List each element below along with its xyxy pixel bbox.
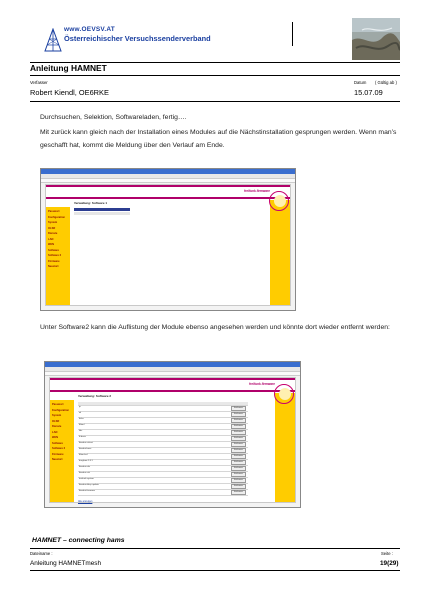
file-name: Anleitung HAMNETmesh	[30, 560, 102, 567]
module-name: ffwebui-dhcp-update	[79, 484, 99, 486]
nav-stripe	[46, 197, 290, 199]
window-addressbar	[41, 179, 295, 183]
page-label: Seite :	[381, 551, 393, 556]
menu-item[interactable]: Dienste	[52, 425, 62, 428]
module-name: ffhtml	[79, 424, 85, 426]
module-name: ffwebui-ssh	[79, 472, 91, 474]
module-name: ff-basic	[79, 436, 87, 438]
remove-module-button[interactable]: Entfernen	[231, 442, 246, 447]
right-sidebar	[275, 393, 295, 502]
left-menu	[50, 400, 74, 502]
top-stripe	[46, 185, 290, 187]
freifunk-banner: freifunk.firmware	[249, 382, 275, 386]
meta-rule	[30, 101, 400, 102]
package-row	[74, 212, 130, 215]
oevsv-logo-icon	[44, 28, 62, 52]
browser-content	[49, 377, 296, 503]
remove-module-button[interactable]: Entfernen	[231, 454, 246, 459]
date-hint: ( Gültig ab )	[375, 80, 397, 85]
module-list	[78, 402, 248, 496]
author-label: Verfasser	[30, 80, 48, 85]
show-all-link[interactable]: Alle anzeigen	[78, 500, 93, 503]
module-name: ffwebui-sslcert	[79, 442, 93, 444]
highlight-circle	[269, 191, 289, 211]
menu-item[interactable]: Software 2	[48, 254, 62, 257]
module-name: wl	[79, 412, 82, 414]
module-row	[78, 490, 248, 496]
module-name: busybox-1.6.1	[79, 460, 93, 462]
menu-item[interactable]: WAN	[48, 243, 55, 246]
remove-module-button[interactable]: Entfernen	[231, 460, 246, 465]
menu-item[interactable]: Konfiguration	[48, 215, 65, 219]
left-menu	[46, 207, 70, 305]
date-value: 15.07.09	[354, 88, 383, 97]
screenshot-software-2	[44, 361, 301, 508]
remove-module-button[interactable]: Entfernen	[231, 448, 246, 453]
menu-item[interactable]: WAN	[52, 436, 59, 439]
menu-item[interactable]: LAN	[48, 237, 54, 241]
menu-item[interactable]: Firmware	[48, 259, 60, 263]
remove-module-button[interactable]: Entfernen	[231, 478, 246, 483]
menu-item[interactable]: OLSR	[52, 419, 60, 423]
footer-tagline: HAMNET – connecting hams	[32, 537, 125, 544]
module-name: ffhtml-ssl	[79, 454, 88, 456]
freifunk-banner: freifunk.firmware	[244, 189, 270, 193]
remove-module-button[interactable]: Entfernen	[231, 490, 246, 495]
footer-rule	[30, 548, 400, 549]
author-value: Robert Kiendl, OE6RKE	[30, 88, 109, 97]
top-stripe	[50, 378, 295, 380]
remove-module-button[interactable]: Entfernen	[231, 418, 246, 423]
module-name: ffolsr	[79, 418, 84, 420]
remove-module-button[interactable]: Entfernen	[231, 424, 246, 429]
org-url: www.OEVSV.AT	[64, 26, 115, 33]
title-rule-2	[30, 75, 400, 76]
menu-item[interactable]: Neustart	[48, 265, 59, 268]
module-name: freifunk-system	[79, 478, 94, 480]
menu-item[interactable]: Software 2	[52, 447, 66, 450]
remove-module-button[interactable]: Entfernen	[231, 406, 246, 411]
menu-item[interactable]: Software	[48, 248, 59, 252]
shot2-page-title: Verwaltung: Software 2	[78, 394, 112, 398]
shot1-page-title: Verwaltung: Software 1	[74, 201, 108, 205]
menu-item[interactable]: Firmware	[52, 452, 64, 456]
selected-package-bar	[74, 208, 130, 211]
remove-module-button[interactable]: Entfernen	[231, 436, 246, 441]
header-divider	[292, 22, 293, 46]
remove-module-button[interactable]: Entfernen	[231, 430, 246, 435]
highlight-circle	[274, 384, 294, 404]
remove-module-button[interactable]: Entfernen	[231, 412, 246, 417]
remove-module-button[interactable]: Entfernen	[231, 466, 246, 471]
menu-item[interactable]: Neustart	[52, 458, 63, 461]
paragraph-1: Durchsuchen, Selektion, Softwareladen, fertig….	[40, 114, 187, 121]
header-photo	[352, 18, 400, 60]
menu-item[interactable]: LAN	[52, 430, 58, 434]
date-label: Datum	[354, 80, 367, 85]
module-name: ip	[79, 406, 81, 408]
window-addressbar	[45, 372, 300, 376]
paragraph-3: Unter Software2 kann die Auflistung der Module ebenso angesehen werden und könnte dort wieder entfernt werden:	[40, 324, 390, 331]
file-label: Dateiname :	[30, 551, 53, 556]
org-name: Österreichischer Versuchssenderverband	[64, 34, 211, 43]
remove-module-button[interactable]: Entfernen	[231, 484, 246, 489]
menu-item[interactable]: Software	[52, 441, 63, 445]
menu-item[interactable]: OLSR	[48, 226, 56, 230]
paragraph-2: Mit zurück kann gleich nach der Installation eines Modules auf die Nächstinstallation gesprungen werden. Wenn man’s geschafft hat, kommt die Meldung über den Verlauf am Ende.	[40, 129, 397, 149]
menu-item[interactable]: Passwort	[52, 403, 64, 406]
menu-item[interactable]: Konfiguration	[52, 408, 69, 412]
nav-stripe	[50, 390, 295, 392]
menu-item[interactable]: Passwort	[48, 210, 60, 213]
module-name: ffwebui-firmware	[79, 490, 96, 492]
footer-rule-2	[30, 570, 400, 571]
module-name: ffwebui-base	[79, 448, 92, 450]
page-number: 19(29)	[380, 560, 399, 567]
right-sidebar	[270, 200, 290, 305]
menu-item[interactable]: System	[52, 414, 62, 417]
menu-item[interactable]: Dienste	[48, 232, 58, 235]
screenshot-software-1	[40, 168, 296, 311]
module-name: libc	[79, 430, 83, 432]
browser-content	[45, 184, 291, 306]
remove-module-button[interactable]: Entfernen	[231, 472, 246, 477]
menu-item[interactable]: System	[48, 221, 58, 224]
module-name: ffwebui-olsr	[79, 466, 91, 468]
page-title: Anleitung HAMNET	[30, 63, 107, 73]
